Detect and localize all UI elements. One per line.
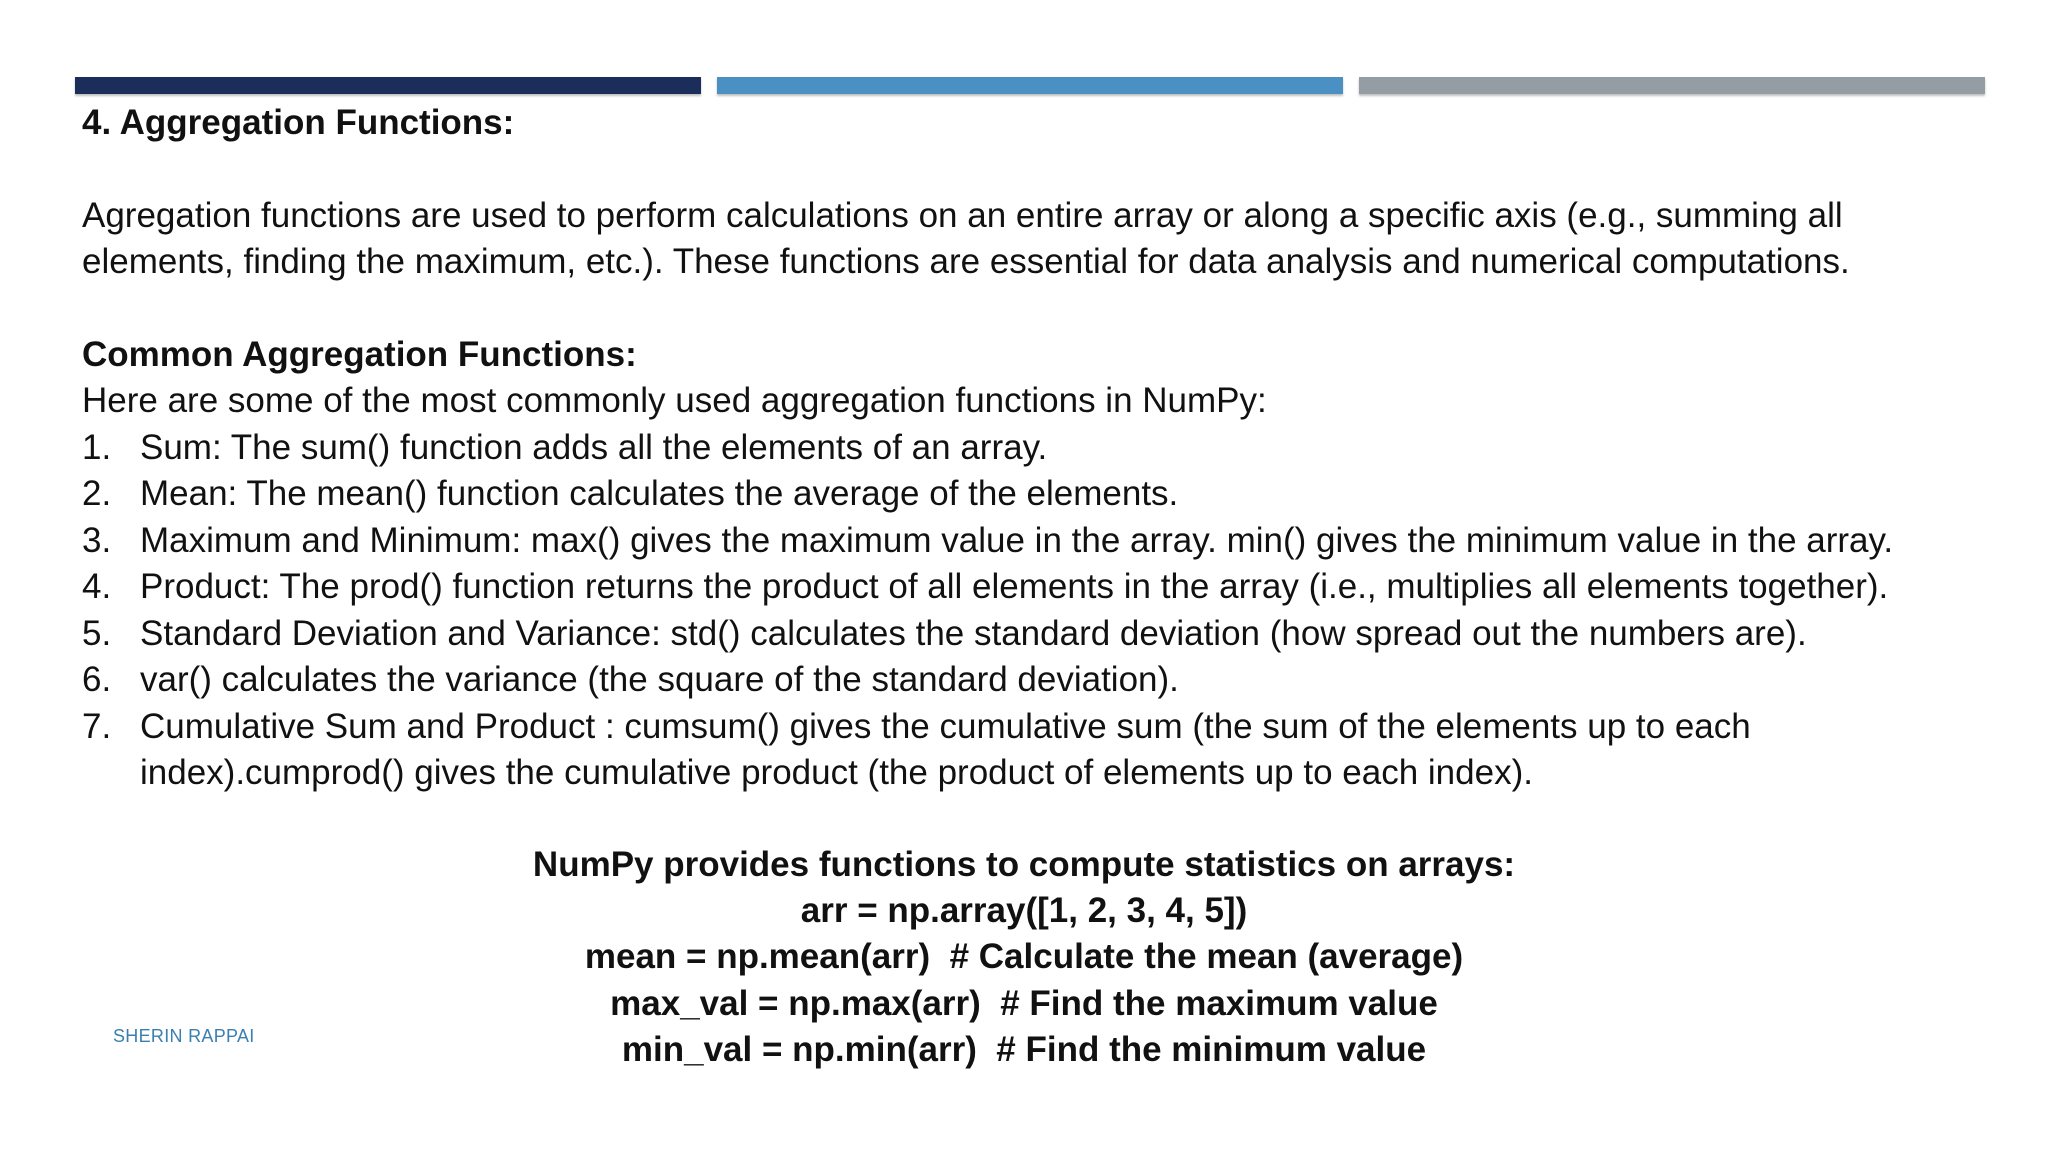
author-footer: SHERIN RAPPAI	[113, 1026, 255, 1046]
list-item	[82, 564, 1982, 611]
list-item	[82, 518, 1982, 565]
accent-bar-navy	[75, 77, 701, 94]
slide-title: 4. Aggregation Functions:	[82, 103, 515, 142]
list-item	[82, 704, 1982, 797]
list-text: Cumulative Sum and Product : cumsum() gives the cumulative sum (the sum of the elements up to each index).cumprod() gives the cumulative product (the product of elements up to each index).	[140, 706, 1751, 792]
list-item	[82, 611, 1982, 658]
accent-bar-blue	[717, 77, 1343, 94]
function-list	[82, 425, 1982, 797]
code-line: arr = np.array([1, 2, 3, 4, 5])	[800, 891, 1248, 931]
list-number: 4.	[82, 567, 112, 606]
common-heading: Common Aggregation Functions:	[82, 334, 637, 374]
list-item	[82, 425, 1982, 472]
slide-content	[82, 100, 1982, 797]
list-number: 7.	[82, 706, 112, 746]
list-number: 3.	[82, 520, 112, 560]
header-accent-bars	[75, 77, 1985, 94]
code-example	[0, 842, 2048, 1073]
list-number: 6.	[82, 660, 112, 699]
list-text: Mean: The mean() function calculates the average of the elements.	[140, 474, 1179, 513]
list-number: 2.	[82, 474, 112, 513]
common-intro: Here are some of the most commonly used aggregation functions in NumPy:	[82, 381, 1267, 420]
intro-line-1: Agregation functions are used to perform calculations on an entire array or along a specific axis (e.g., summing all	[82, 195, 1843, 235]
list-text: Product: The prod() function returns the product of all elements in the array (i.e., multiplies all elements together).	[140, 567, 1889, 606]
list-text: Standard Deviation and Variance: std() calculates the standard deviation (how spread out the numbers are).	[140, 613, 1807, 653]
accent-bar-gray	[1359, 77, 1985, 94]
list-number: 1.	[82, 427, 112, 467]
list-text: Sum: The sum() function adds all the elements of an array.	[140, 427, 1048, 467]
code-line: min_val = np.min(arr) # Find the minimum value	[621, 1029, 1427, 1069]
code-line: mean = np.mean(arr) # Calculate the mean (average)	[584, 937, 1464, 977]
code-heading: NumPy provides functions to compute statistics on arrays:	[532, 845, 1516, 884]
list-number: 5.	[82, 613, 112, 653]
intro-line-2: elements, finding the maximum, etc.). These functions are essential for data analysis and numerical computations.	[82, 242, 1850, 281]
code-line: max_val = np.max(arr) # Find the maximum value	[610, 983, 1438, 1023]
list-text: var() calculates the variance (the square of the standard deviation).	[140, 660, 1179, 699]
list-text: Maximum and Minimum: max() gives the maximum value in the array. min() gives the minimum value in the array.	[140, 520, 1894, 560]
list-item	[82, 471, 1982, 518]
spacer	[82, 286, 1982, 332]
list-item	[82, 657, 1982, 704]
spacer	[82, 147, 1982, 193]
